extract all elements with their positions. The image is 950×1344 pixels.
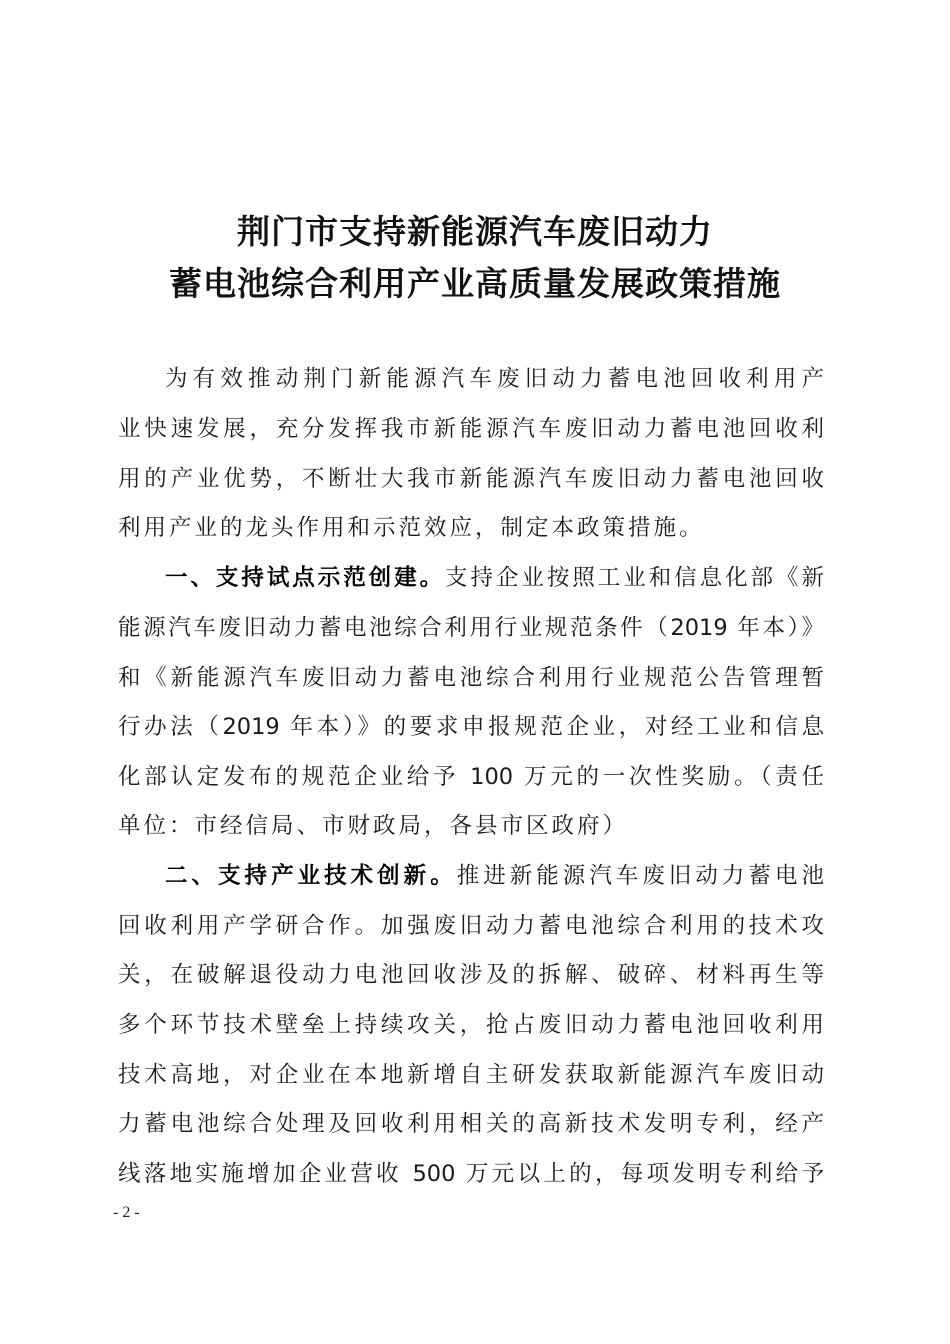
section1-first-line-text: 支持企业按照工业和信息化部《新: [445, 565, 824, 591]
section1-heading: 一、支持试点示范创建。: [165, 565, 446, 591]
section1-line: 化部认定发布的规范企业给予 100 万元的一次性奖励。（责任: [118, 764, 824, 790]
section1-line: 能源汽车废旧动力蓄电池综合利用行业规范条件（2019 年本）》: [118, 615, 824, 641]
section2-line: 力蓄电池综合处理及回收利用相关的高新技术发明专利，经产: [118, 1111, 824, 1137]
section1-line: 行办法（2019 年本）》的要求申报规范企业，对经工业和信息: [118, 714, 824, 740]
section2-line: 技术高地，对企业在本地新增自主研发获取新能源汽车废旧动: [118, 1062, 824, 1088]
section1-first-line: [165, 553, 824, 603]
section2-first-line-text: 推进新能源汽车废旧动力蓄电池: [456, 863, 824, 889]
section2-first-line: [165, 851, 824, 901]
section2-line: 线落地实施增加企业营收 500 万元以上的，每项发明专利给予: [118, 1161, 824, 1187]
intro-line: 用的产业优势，不断壮大我市新能源汽车废旧动力蓄电池回收: [118, 466, 824, 492]
intro-line: 为有效推动荆门新能源汽车废旧动力蓄电池回收利用产: [165, 366, 824, 392]
intro-line: 利用产业的龙头作用和示范效应，制定本政策措施。: [118, 515, 705, 541]
section1-line: 单位：市经信局、市财政局，各县市区政府）: [118, 813, 629, 839]
document-title-line-2: 蓄电池综合利用产业高质量发展政策措施: [169, 264, 781, 303]
section2-line: 多个环节技术壁垒上持续攻关，抢占废旧动力蓄电池回收利用: [118, 1012, 824, 1038]
section2-line: 回收利用产学研合作。加强废旧动力蓄电池综合利用的技术攻: [118, 913, 824, 939]
section2-heading: 二、支持产业技术创新。: [165, 863, 457, 889]
page-number: - 2 -: [113, 1204, 140, 1221]
section1-line: 和《新能源汽车废旧动力蓄电池综合利用行业规范公告管理暂: [118, 665, 824, 691]
intro-line: 业快速发展，充分发挥我市新能源汽车废旧动力蓄电池回收利: [118, 416, 824, 442]
section2-line: 关，在破解退役动力电池回收涉及的拆解、破碎、材料再生等: [118, 962, 824, 988]
document-title-line-1: 荆门市支持新能源汽车废旧动力: [237, 212, 713, 251]
